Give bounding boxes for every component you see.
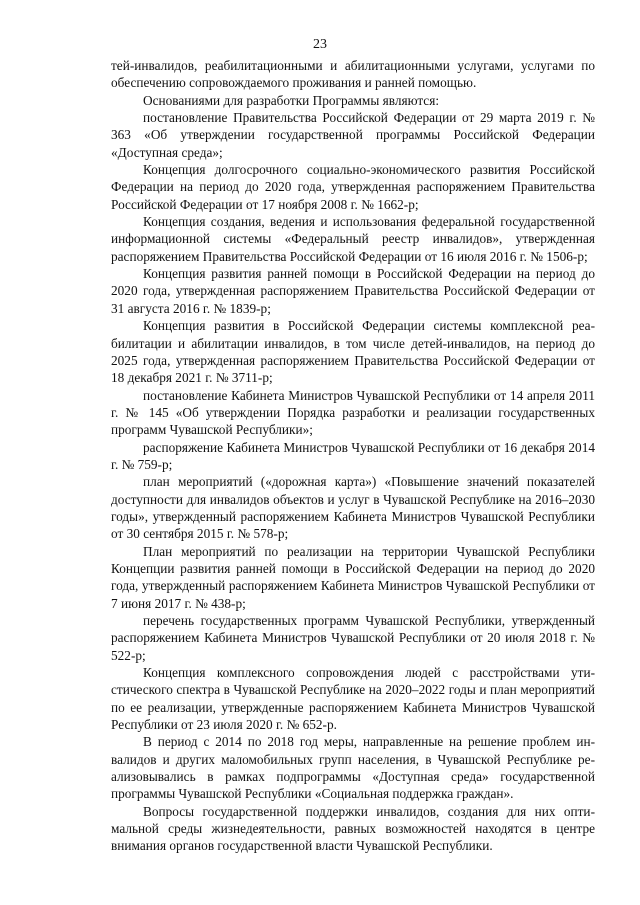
paragraph-continuation: тей-инвалидов, реабилитационными и абилитационными услугами, услугами по обеспечению сопровождаемого проживания и ранней помощью. <box>111 58 595 91</box>
paragraph-early-help-plan: План мероприятий по реализации на территории Чувашской Республики Концепции развития ранней помощи в Российской Федерации на период до 2020 года, утвержденный распоряжением Кабинета Министров Чувашской Республики от 7 июня 2017 г. № 438-р; <box>111 543 595 611</box>
paragraph-autism-concept: Концепция комплексного сопровождения людей с расстройствами утистического спектра в Чувашской Республике на 2020–2022 годы и план мероприятий по ее реализации, утвержденные распоряжением Кабинета Министров Чувашской Республики от 23 июля 2020 г. № 652-р. <box>111 665 595 733</box>
paragraph-government-resolution-363: постановление Правительства Российской Федерации от 29 марта 2019 г. № 363 «Об утверждении государственной программы Российской Федерации «Доступная среда»; <box>111 110 595 160</box>
paragraph-early-help-concept: Концепция развития ранней помощи в Российской Федерации на период до 2020 года, утвержденная распоряжением Правительства Российской Федерации от 31 августа 2016 г. № 1839-р; <box>111 266 595 316</box>
paragraph-bases-intro: Основаниями для разработки Программы являются: <box>143 92 440 108</box>
paragraph-state-support: Вопросы государственной поддержки инвалидов, создания для них оптимальной среды жизнедеятельности, равных возможностей находятся в центре внимания органов государственной власти Чувашской Республики. <box>111 803 595 854</box>
paragraph-roadmap: план мероприятий («дорожная карта») «Повышение значений показателей доступности для инвалидов объектов и услуг в Чувашской Республике на 2016–2030 годы», утвержденный распоряжением Кабинета Министров Чувашской Республики от 30 сентября 2015 г. № 578-р; <box>111 474 595 542</box>
page-number: 23 <box>313 37 327 52</box>
paragraph-2014-2018-period: В период с 2014 по 2018 год меры, направленные на решение проблем инвалидов и других маломобильных групп населения, в Чувашской Республике реализовывались в рамках подпрограммы «Доступная среда» государственной программы Чувашской Республики «Социальная поддержка граждан». <box>111 734 595 802</box>
paragraph-cabinet-resolution-145: постановление Кабинета Министров Чувашской Республики от 14 апреля 2011 г. № 145 «Об утверждении Порядка разработки и реализации государственных программ Чувашской Республики»; <box>111 387 595 438</box>
paragraph-cabinet-order-759: распоряжение Кабинета Министров Чувашской Республики от 16 декабря 2014 г. № 759-р; <box>111 439 595 472</box>
document-body <box>111 57 595 855</box>
paragraph-program-list: перечень государственных программ Чувашской Республики, утвержденный распоряжением Кабинета Министров Чувашской Республики от 20 июля 2018 г. № 522-р; <box>111 613 595 663</box>
paragraph-disabled-registry-concept: Концепция создания, ведения и использования федеральной государственной информационной системы «Федеральный реестр инвалидов», утвержденная распоряжением Правительства Российской Федерации от 16 июля 2016 г. № 1506-р; <box>111 214 595 264</box>
paragraph-rehabilitation-concept: Концепция развития в Российской Федерации системы комплексной реабилитации и абилитации инвалидов, в том числе детей-инвалидов, на период до 2025 года, утвержденная распоряжением Правительства Российской Федерации от 18 декабря 2021 г. № 3711-р; <box>111 318 595 386</box>
paragraph-long-term-concept: Концепция долгосрочного социально-экономического развития Российской Федерации на период до 2020 года, утвержденная распоряжением Правительства Российской Федерации от 17 ноября 2008 г. № 1662-р; <box>111 162 595 212</box>
